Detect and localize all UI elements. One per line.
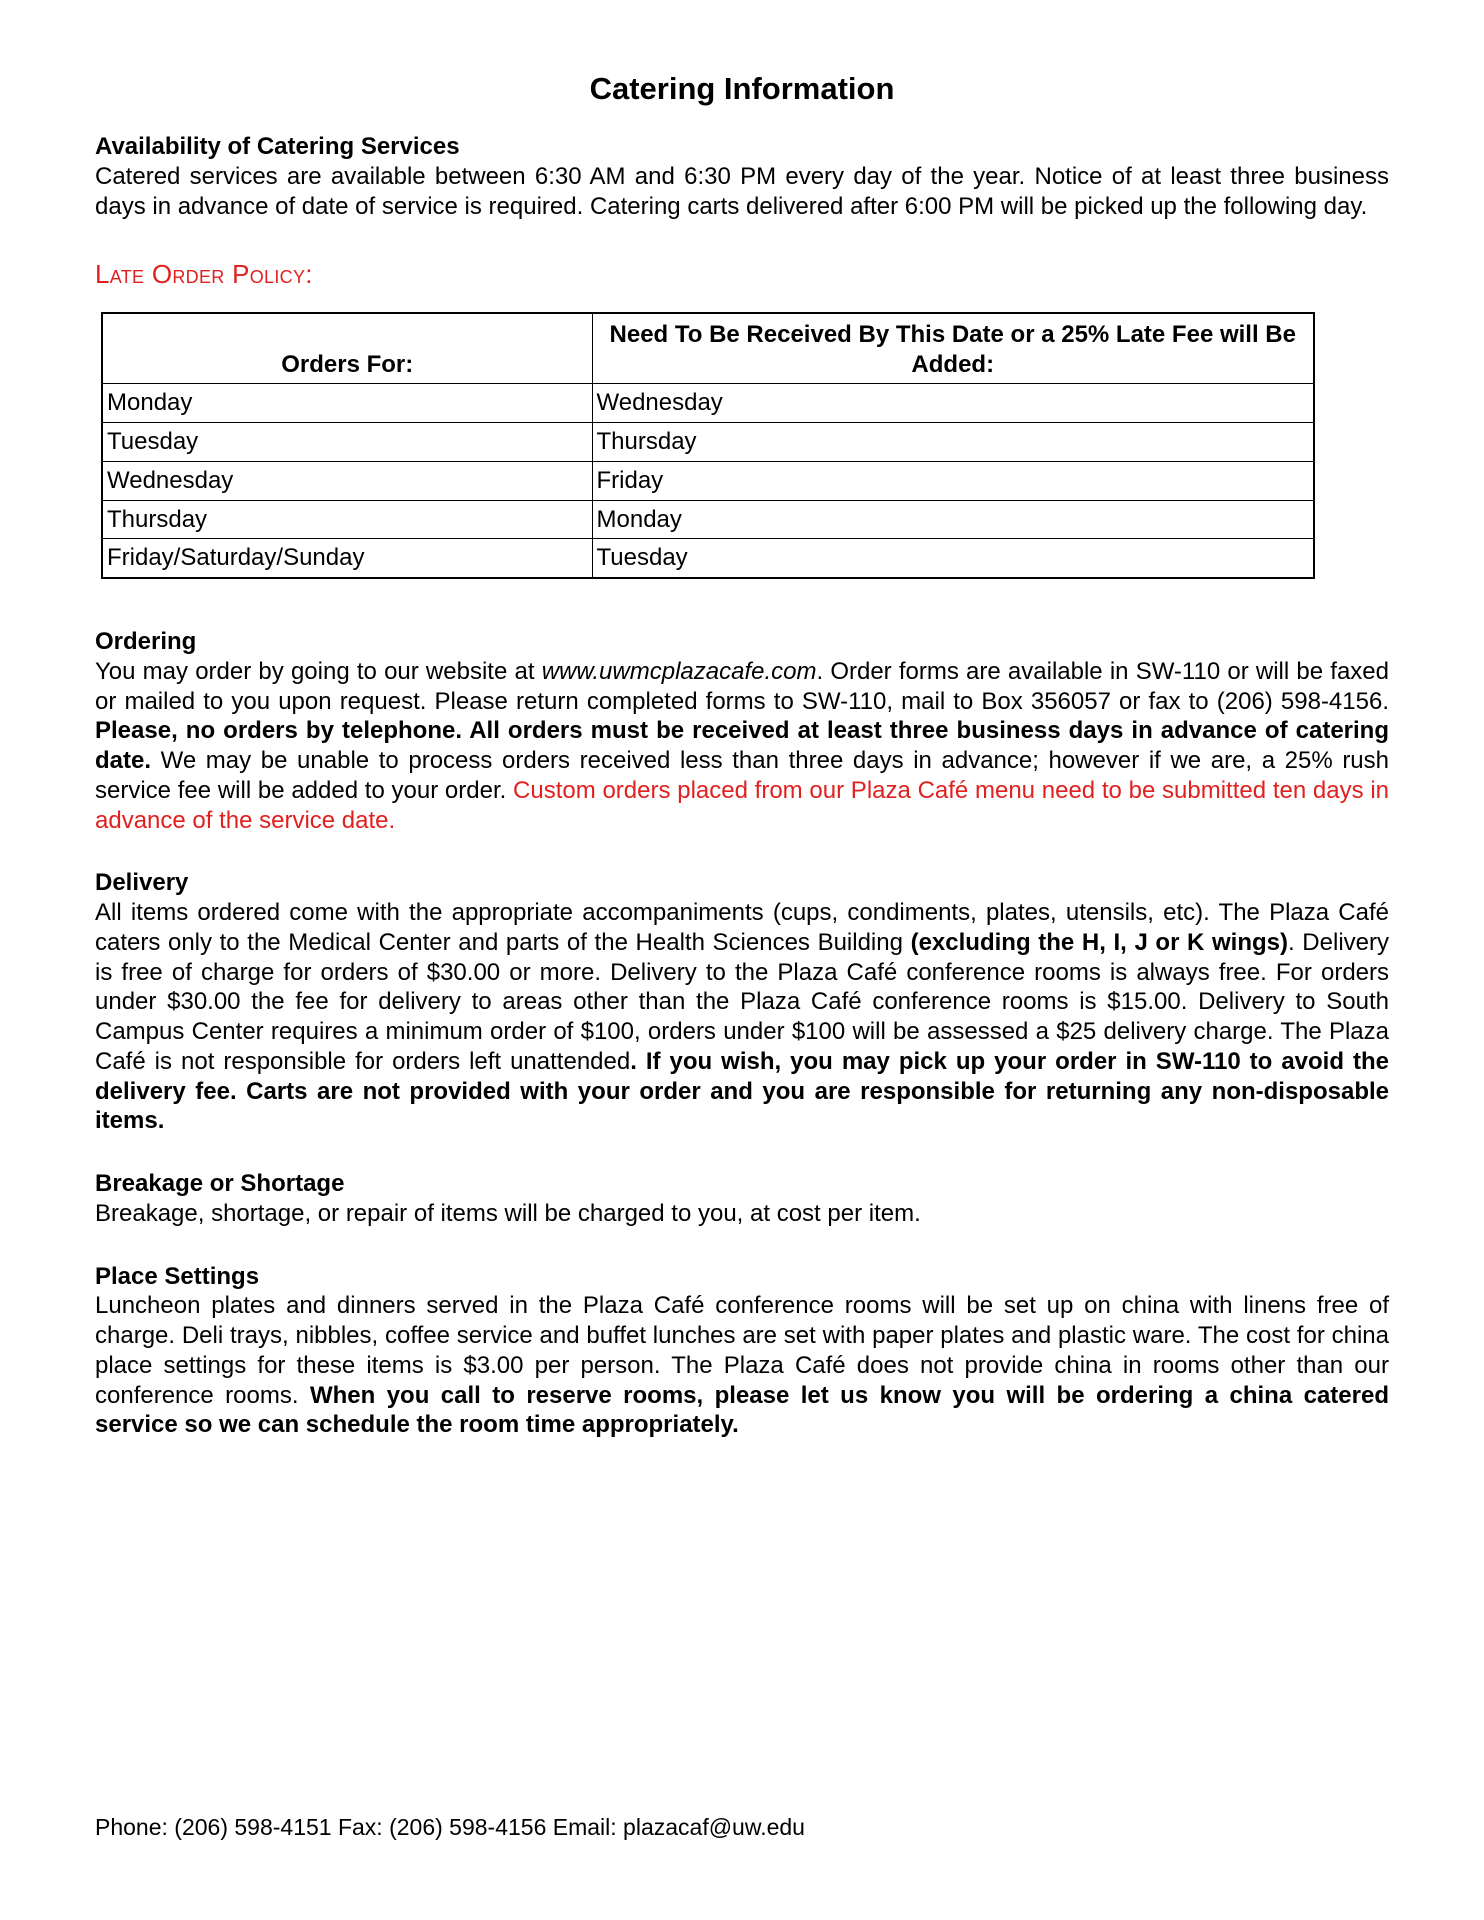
- table-cell-order-day: Tuesday: [102, 423, 592, 462]
- breakage-heading: Breakage or Shortage: [95, 1170, 345, 1198]
- table-row: [102, 539, 1314, 578]
- table-header-orders-for: Orders For:: [102, 313, 592, 384]
- contact-footer: Phone: (206) 598-4151 Fax: (206) 598-4156 Email: plazacaf@uw.edu: [95, 1814, 805, 1841]
- late-order-policy-table: [101, 312, 1315, 579]
- availability-paragraph: Catered services are available between 6:30 AM and 6:30 PM every day of the year. Notice of at least three business days in advance of date of service is required. Catering carts delivered after 6:00 PM will be picked up the following day.: [95, 163, 1389, 220]
- section-availability: [95, 132, 1389, 221]
- place-settings-heading: Place Settings: [95, 1262, 260, 1290]
- table-cell-deadline-day: Friday: [592, 461, 1314, 500]
- table-cell-deadline-day: Wednesday: [592, 384, 1314, 423]
- table-head: [102, 313, 1314, 384]
- table-header-deadline: Need To Be Received By This Date or a 25% Late Fee will Be Added:: [592, 313, 1314, 384]
- table-cell-order-day: Wednesday: [102, 461, 592, 500]
- breakage-paragraph: Breakage, shortage, or repair of items will be charged to you, at cost per item.: [95, 1199, 921, 1227]
- table-row: [102, 461, 1314, 500]
- table-row: [102, 500, 1314, 539]
- late-order-policy-heading: Late Order Policy:: [95, 258, 313, 289]
- table-row: [102, 384, 1314, 423]
- table-header-row: [102, 313, 1314, 384]
- section-place-settings: [95, 1262, 1389, 1441]
- table-cell-deadline-day: Thursday: [592, 423, 1314, 462]
- ordering-heading: Ordering: [95, 628, 197, 656]
- table-body: [102, 384, 1314, 578]
- section-breakage: [95, 1169, 1389, 1229]
- table-cell-order-day: Friday/Saturday/Sunday: [102, 539, 592, 578]
- page-title: Catering Information: [589, 71, 895, 106]
- availability-heading: Availability of Catering Services: [95, 133, 460, 161]
- delivery-heading: Delivery: [95, 869, 189, 897]
- section-delivery: [95, 868, 1389, 1136]
- ordering-paragraph: You may order by going to our website at www.uwmcplazacafe.com. Order forms are available in SW-110 or will be faxed or mailed to you upon request. Please return completed forms to SW-110, mail to Box 356057 or fax to (206) 598-4156. Please, no orders by telephone. All orders must be received at least three business days in advance of catering date. We may be unable to process orders received less than three days in advance; however if we are, a 25% rush service fee will be added to your order. Custom orders placed from our Plaza Café menu need to be submitted ten days in advance of the service date.: [95, 657, 1390, 834]
- section-ordering: [95, 627, 1389, 835]
- table-cell-deadline-day: Tuesday: [592, 539, 1314, 578]
- table-row: [102, 423, 1314, 462]
- table-cell-order-day: Monday: [102, 384, 592, 423]
- place-settings-paragraph: Luncheon plates and dinners served in the Plaza Café conference rooms will be set up on china with linens free of charge. Deli trays, nibbles, coffee service and buffet lunches are set with paper plates and plastic ware. The cost for china place settings for these items is $3.00 per person. The Plaza Café does not provide china in rooms other than our conference rooms. When you call to reserve rooms, please let us know you will be ordering a china catered service so we can schedule the room time appropriately.: [95, 1292, 1389, 1439]
- delivery-paragraph: All items ordered come with the appropriate accompaniments (cups, condiments, plates, utensils, etc). The Plaza Café caters only to the Medical Center and parts of the Health Sciences Building (excluding the H, I, J or K wings). Delivery is free of charge for orders of $30.00 or more. Delivery to the Plaza Café conference rooms is always free. For orders under $30.00 the fee for delivery to areas other than the Plaza Café conference rooms is $15.00. Delivery to South Campus Center requires a minimum order of $100, orders under $100 will be assessed a $25 delivery charge. The Plaza Café is not responsible for orders left unattended. If you wish, you may pick up your order in SW-110 to avoid the delivery fee. Carts are not provided with your order and you are responsible for returning any non-disposable items.: [95, 899, 1389, 1135]
- table-cell-order-day: Thursday: [102, 500, 592, 539]
- table-cell-deadline-day: Monday: [592, 500, 1314, 539]
